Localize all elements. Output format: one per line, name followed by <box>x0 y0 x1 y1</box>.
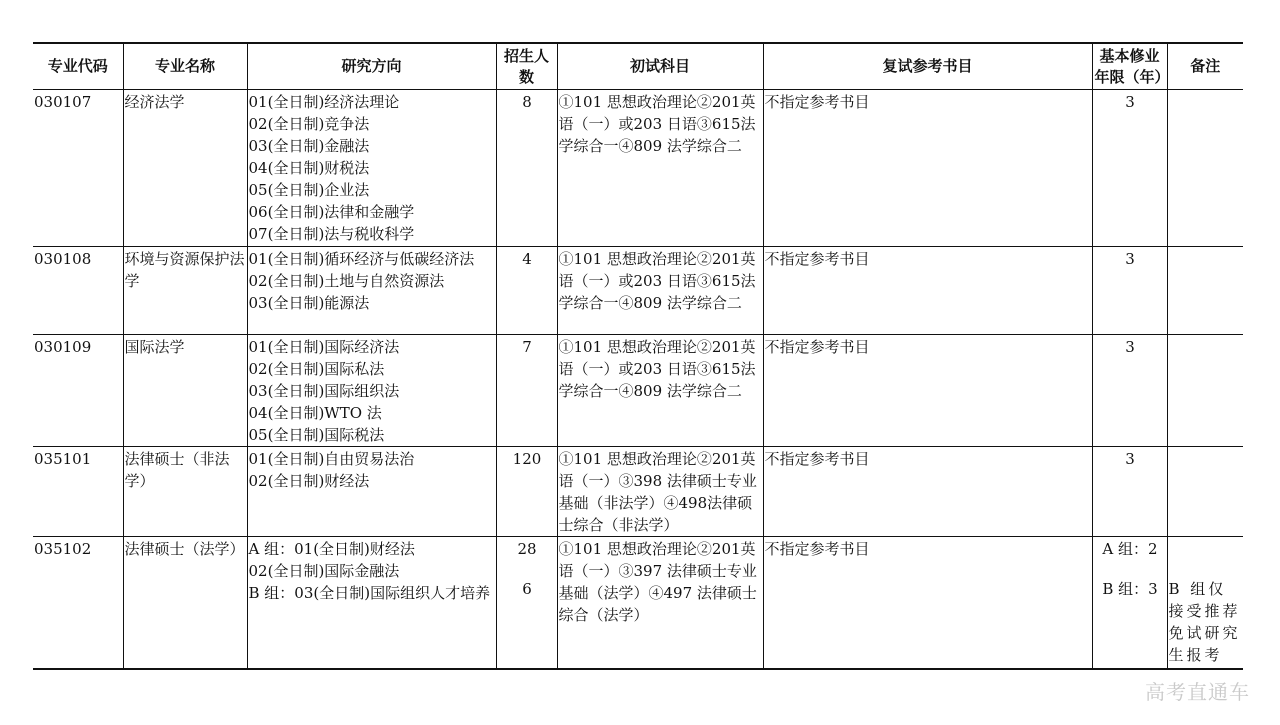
research-directions <box>247 447 496 537</box>
direction-item: 02(全日制)国际私法 <box>248 360 385 378</box>
direction-item: 02(全日制)竞争法 <box>248 115 370 133</box>
direction-item: 01(全日制)国际经济法 <box>248 338 400 356</box>
major-code: 035101 <box>34 450 92 468</box>
table-row <box>33 90 1243 247</box>
quota-value: 7 <box>522 338 532 356</box>
direction-item: 01(全日制)循环经济与低碳经济法 <box>248 250 475 268</box>
admissions-table <box>33 42 1243 670</box>
header-years: 基本修业年限（年） <box>1092 43 1167 90</box>
study-years <box>1092 537 1167 669</box>
research-directions <box>247 335 496 447</box>
quota-value: 28 <box>517 540 537 558</box>
table-row <box>33 447 1243 537</box>
remarks <box>1167 90 1243 247</box>
years-value: 3 <box>1125 338 1135 356</box>
reference-books: 不指定参考书目 <box>763 335 1092 447</box>
major-code: 035102 <box>34 540 92 558</box>
study-years <box>1092 335 1167 447</box>
exam-subjects: ①101 思想政治理论②201英语（一）③397 法律硕士专业基础（法学）④497 法律硕士综合（法学） <box>557 537 763 669</box>
major-code: 030107 <box>34 93 92 111</box>
exam-subjects: ①101 思想政治理论②201英语（一）③398 法律硕士专业基础（非法学）④498法律硕士综合（非法学） <box>557 447 763 537</box>
research-directions <box>247 90 496 247</box>
direction-item: 01(全日制)自由贸易法治 <box>248 450 415 468</box>
major-code: 030108 <box>34 250 92 268</box>
major-code: 030109 <box>34 338 92 356</box>
enrollment-quota <box>496 90 557 247</box>
research-directions <box>247 247 496 335</box>
years-value: A 组：2 <box>1102 540 1158 558</box>
exam-subjects: ①101 思想政治理论②201英语（一）或203 日语③615法学综合一④809 法学综合二 <box>557 90 763 247</box>
direction-item: 04(全日制)WTO 法 <box>248 404 382 422</box>
direction-item: 07(全日制)法与税收科学 <box>248 225 415 243</box>
exam-subjects: ①101 思想政治理论②201英语（一）或203 日语③615法学综合一④809 法学综合二 <box>557 247 763 335</box>
direction-item: A 组：01(全日制)财经法 <box>248 540 415 558</box>
study-years <box>1092 90 1167 247</box>
remarks <box>1167 247 1243 335</box>
years-value: B 组：3 <box>1102 580 1158 598</box>
table-row <box>33 537 1243 669</box>
enrollment-quota <box>496 447 557 537</box>
table-row <box>33 335 1243 447</box>
study-years <box>1092 247 1167 335</box>
reference-books: 不指定参考书目 <box>763 90 1092 247</box>
header-row <box>33 43 1243 90</box>
exam-subjects: ①101 思想政治理论②201英语（一）或203 日语③615法学综合一④809 法学综合二 <box>557 335 763 447</box>
major-name: 法律硕士（法学） <box>123 537 247 669</box>
header-books: 复试参考书目 <box>763 43 1092 90</box>
direction-item: 01(全日制)经济法理论 <box>248 93 400 111</box>
major-name: 国际法学 <box>123 335 247 447</box>
direction-item: 02(全日制)土地与自然资源法 <box>248 272 445 290</box>
direction-item: 05(全日制)国际税法 <box>248 426 385 444</box>
study-years <box>1092 447 1167 537</box>
direction-item: 02(全日制)国际金融法 <box>248 562 400 580</box>
quota-value: 6 <box>522 580 532 598</box>
remarks <box>1167 537 1243 669</box>
watermark: 高考直通车 <box>1145 680 1250 704</box>
remarks <box>1167 447 1243 537</box>
major-name: 法律硕士（非法学） <box>123 447 247 537</box>
reference-books: 不指定参考书目 <box>763 247 1092 335</box>
quota-value: 4 <box>522 250 532 268</box>
years-value: 3 <box>1125 250 1135 268</box>
direction-item: 03(全日制)国际组织法 <box>248 382 400 400</box>
header-quota: 招生人数 <box>496 43 557 90</box>
reference-books: 不指定参考书目 <box>763 537 1092 669</box>
enrollment-quota <box>496 537 557 669</box>
header-note: 备注 <box>1167 43 1243 90</box>
quota-value: 8 <box>522 93 532 111</box>
header-code: 专业代码 <box>47 57 108 75</box>
remarks <box>1167 335 1243 447</box>
years-value: 3 <box>1125 93 1135 111</box>
enrollment-quota <box>496 335 557 447</box>
major-name: 经济法学 <box>123 90 247 247</box>
major-name: 环境与资源保护法学 <box>123 247 247 335</box>
direction-item: 02(全日制)财经法 <box>248 472 370 490</box>
header-name: 专业名称 <box>123 43 247 90</box>
header-exam: 初试科目 <box>557 43 763 90</box>
direction-item: 04(全日制)财税法 <box>248 159 370 177</box>
direction-item: 06(全日制)法律和金融学 <box>248 203 415 221</box>
header-direction: 研究方向 <box>247 43 496 90</box>
direction-item: 03(全日制)金融法 <box>248 137 370 155</box>
enrollment-quota <box>496 247 557 335</box>
direction-item: 03(全日制)能源法 <box>248 294 370 312</box>
direction-item: B 组：03(全日制)国际组织人才培养 <box>248 584 491 602</box>
years-value: 3 <box>1125 450 1135 468</box>
reference-books: 不指定参考书目 <box>763 447 1092 537</box>
quota-value: 120 <box>512 450 542 468</box>
research-directions <box>247 537 496 669</box>
remark-text: B 组仅接受推荐免试研究生报考 <box>1168 580 1241 664</box>
direction-item: 05(全日制)企业法 <box>248 181 370 199</box>
table-row <box>33 247 1243 335</box>
